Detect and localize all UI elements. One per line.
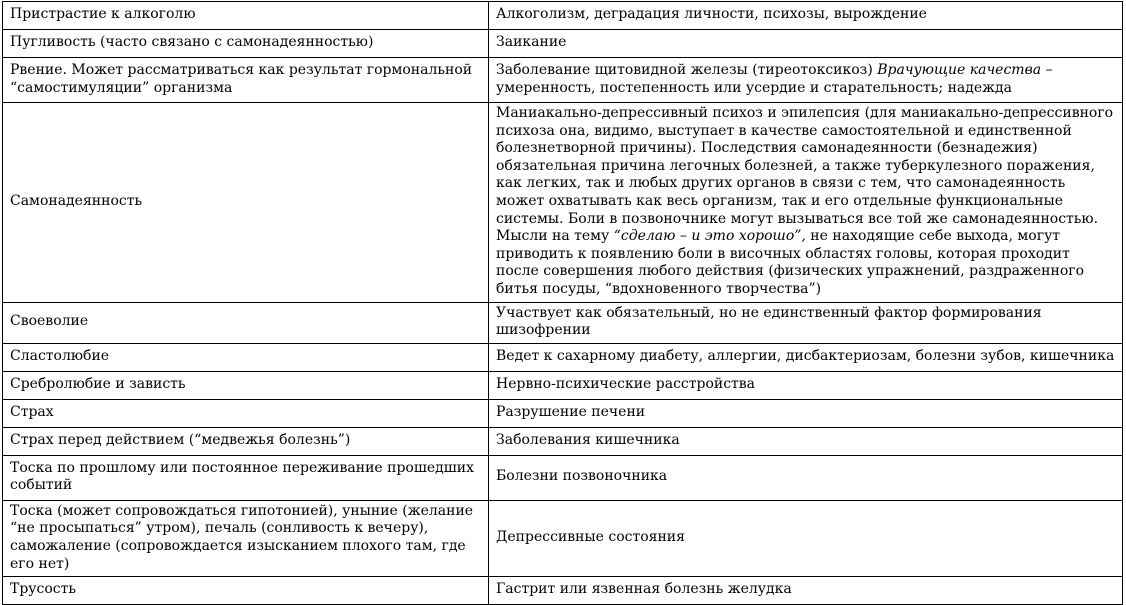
vice-cell: Страх bbox=[3, 399, 489, 427]
vice-disease-table bbox=[2, 1, 1123, 605]
vice-cell: Своеволие bbox=[3, 302, 489, 343]
vice-cell: Самонадеянность bbox=[3, 103, 489, 303]
disease-cell: Заикание bbox=[489, 30, 1123, 58]
vice-cell: Тоска по прошлому или постоянное переживание прошедших событий bbox=[3, 455, 489, 500]
disease-cell: Алкоголизм, деградация личности, психозы, вырождение bbox=[489, 2, 1123, 30]
table-row bbox=[3, 577, 1123, 605]
vice-cell: Рвение. Может рассматриваться как результат гормональной “самостимуляции” организма bbox=[3, 58, 489, 103]
disease-cell: Депрессивные состояния bbox=[489, 500, 1123, 576]
vice-cell: Сластолюбие bbox=[3, 343, 489, 371]
disease-cell bbox=[489, 58, 1123, 103]
disease-cell: Участвует как обязательный, но не единственный фактор формирования шизофрении bbox=[489, 302, 1123, 343]
vice-cell: Пристрастие к алкоголю bbox=[3, 2, 489, 30]
table-row bbox=[3, 455, 1123, 500]
disease-text: Маниакально-депрессивный психоз и эпилепсия (для маниакально-депрессивного психоза она, видимо, выступает в качестве самостоятельной и единственной болезнетворной причины). Последствия самонадеянности (безнадежия) обязательная причина легочных болезней, а также туберкулезного поражения, как легких, так и любых других органов в связи с тем, что самонадеянность может охватывать как весь организм, так и его отдельные функциональные системы. Боли в позвоночнике могут вызываться все той же самонадеянностью. Мысли на тему bbox=[496, 105, 1114, 245]
disease-text: не находящие себе выхода, могут приводить к появлению боли в височных областях головы, которая проходит после совершения любого действия (физических упражнений, раздраженного битья посуды, “вдохновенного творчества”) bbox=[496, 228, 1085, 297]
vice-cell: Страх перед действием (“медвежья болезнь”) bbox=[3, 427, 489, 455]
disease-cell: Ведет к сахарному диабету, аллергии, дисбактериозам, болезни зубов, кишечника bbox=[489, 343, 1123, 371]
table-row bbox=[3, 343, 1123, 371]
disease-cell: Заболевания кишечника bbox=[489, 427, 1123, 455]
vice-cell: Трусость bbox=[3, 577, 489, 605]
disease-cell: Нервно-психические расстройства bbox=[489, 371, 1123, 399]
disease-text: – умеренность, постепенность или усердие и старательность; надежда bbox=[496, 61, 1053, 96]
vice-cell: Пугливость (часто связано с самонадеянностью) bbox=[3, 30, 489, 58]
disease-cell: Разрушение печени bbox=[489, 399, 1123, 427]
disease-text: Заболевание щитовидной железы (тиреотоксикоз) bbox=[496, 61, 878, 78]
disease-cell: Болезни позвоночника bbox=[489, 455, 1123, 500]
vice-cell: Тоска (может сопровождаться гипотонией), уныние (желание “не просыпаться” утром), печаль (сонливость к вечеру), саможаление (сопровождается изысканием плохого там, где его нет) bbox=[3, 500, 489, 576]
table-row bbox=[3, 371, 1123, 399]
disease-cell: Гастрит или язвенная болезнь желудка bbox=[489, 577, 1123, 605]
disease-text-italic: Врачующие качества bbox=[877, 61, 1042, 78]
table-row bbox=[3, 399, 1123, 427]
disease-text-italic: “сделаю – и это хорошо”, bbox=[613, 228, 806, 245]
table-row bbox=[3, 58, 1123, 103]
table-row bbox=[3, 2, 1123, 30]
table-row bbox=[3, 500, 1123, 576]
table-row bbox=[3, 103, 1123, 303]
disease-cell bbox=[489, 103, 1123, 303]
table-row bbox=[3, 302, 1123, 343]
table-row bbox=[3, 30, 1123, 58]
table-row bbox=[3, 427, 1123, 455]
vice-cell: Сребролюбие и зависть bbox=[3, 371, 489, 399]
